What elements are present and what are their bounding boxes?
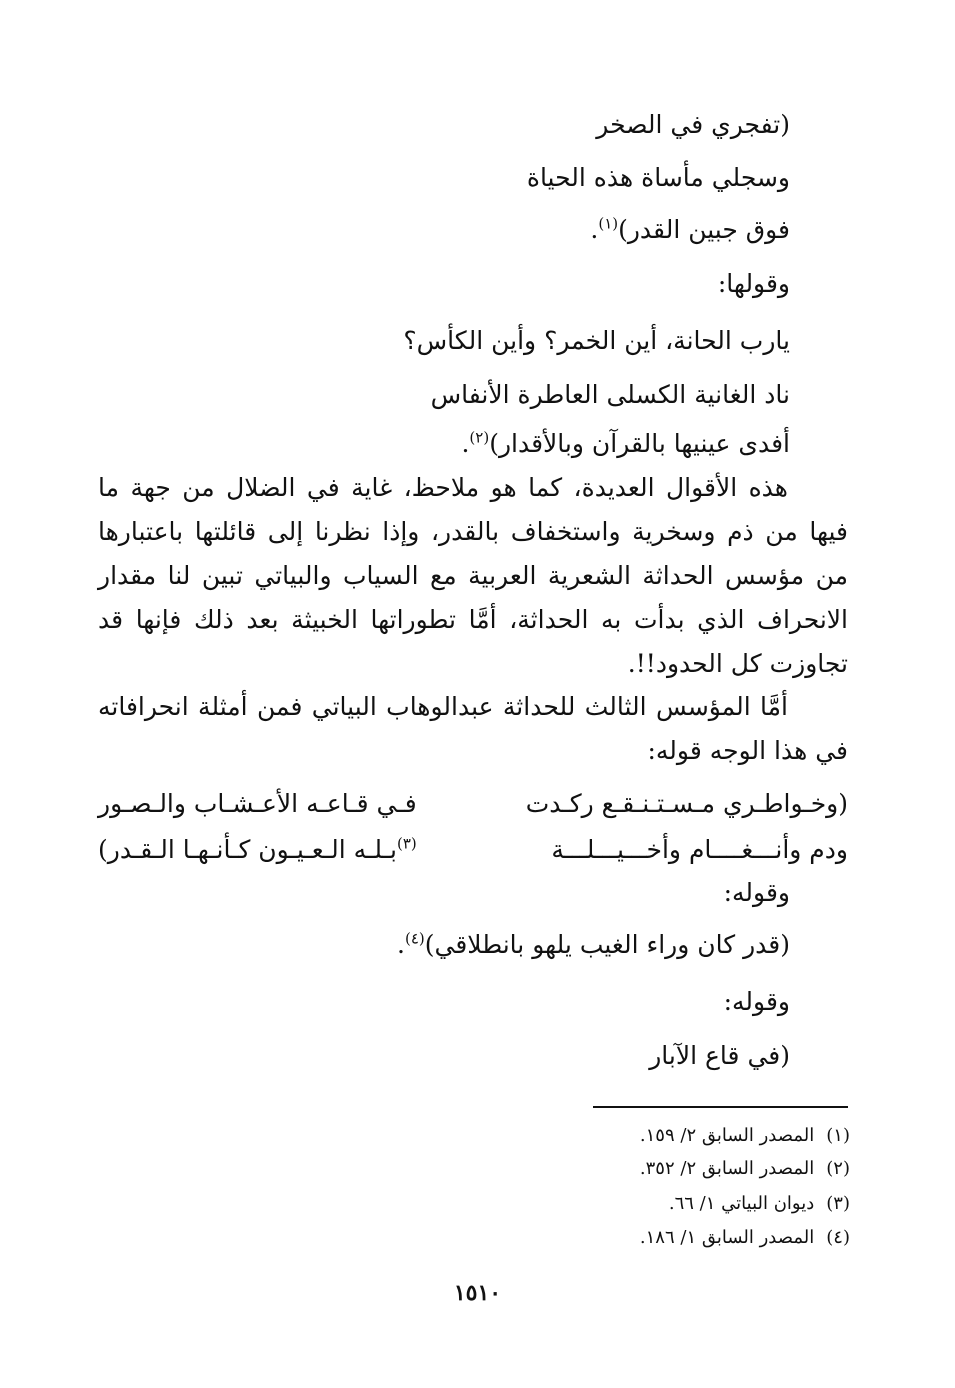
intro-line: وقولها:: [717, 269, 790, 298]
footnote-text: المصدر السابق ١/ ١٨٦.: [639, 1227, 815, 1248]
poem-line: (في قاع الآبار: [649, 1041, 790, 1070]
page-number: ١٥١٠: [453, 1280, 502, 1306]
period: .: [397, 930, 405, 959]
footnote-number: (٢): [826, 1158, 850, 1179]
intro-line: وقوله:: [723, 878, 790, 907]
poem-line-text: أفدى عينيها بالقرآن وبالأقدار): [489, 429, 790, 458]
verse-hemistich-right: (وخـواطـري مـسـتـنـقـع ركـدت: [525, 789, 848, 818]
poem-line: وسجلي مأساة هذه الحياة: [526, 163, 790, 192]
footnote-ref: (٣): [396, 834, 417, 853]
poem-line: ناد الغانية الكسلى العاطرة الأنفاس: [430, 380, 790, 409]
verse-hemistich-left: [98, 828, 417, 872]
footnote: [640, 1155, 850, 1183]
period: .: [590, 215, 599, 244]
paragraph-text: هذه الأقوال العديدة، كما هو ملاحظ، غاية في الضلال من جهة ما فيها من ذم وسخرية واستخفاف بالقدر، وإذا نظرنا إلى قائلتها باعتبارها من مؤسس الحداثة الشعرية العربية مع السياب والبياتي تبين لنا مقدار الانحراف الذي بدأت به الحداثة، أمَّا تطوراتها الخبيثة بعد ذلك فإنها قد تجاوزت كل الحدود!!.: [98, 473, 848, 678]
body-paragraph: [98, 685, 848, 773]
period: .: [461, 429, 470, 458]
poem-line: [590, 210, 790, 250]
poem-line: [397, 925, 790, 965]
footnote-ref: (٢): [469, 428, 490, 447]
footnote-separator: [593, 1106, 848, 1108]
poem-line-text: (قدر كان وراء الغيب يلهو بانطلاقي): [424, 930, 790, 959]
poem-line: يارب الحانة، أين الخمر؟ وأين الكأس؟: [403, 326, 790, 355]
footnote-number: (٤): [826, 1227, 850, 1248]
verse-row: [98, 828, 848, 872]
verse-hemistich-right: ودم وأنـــغــــام وأخـــيـــلـــة: [551, 835, 848, 864]
poem-line-text: فوق جبين القدر): [618, 215, 790, 244]
footnote-ref: (٤): [404, 929, 425, 948]
verse-row: [98, 782, 848, 826]
body-paragraph: [98, 466, 848, 686]
footnote-text: ديوان البياتي ١/ ٦٦.: [668, 1193, 815, 1214]
verse-hemistich-left: فـي قـاعـه الأعـشـاب والـصـور: [98, 789, 417, 818]
poem-line: (تفجري في الصخر: [596, 110, 790, 139]
footnote-number: (١): [826, 1125, 850, 1146]
footnote-text: المصدر السابق ٢/ ١٥٩.: [639, 1125, 815, 1146]
footnote-text: المصدر السابق ٢/ ٣٥٢.: [639, 1158, 815, 1179]
footnote: [640, 1224, 850, 1252]
paragraph-text: أمَّا المؤسس الثالث للحداثة عبدالوهاب البياتي فمن أمثلة انحرافاته في هذا الوجه قوله:: [98, 692, 848, 765]
intro-line: وقوله:: [723, 987, 790, 1016]
poem-line: [461, 424, 790, 464]
footnote: [640, 1122, 850, 1150]
hemistich-text: بـلـه الـعـيـون كـأنـهـا الـقـدر): [98, 835, 397, 864]
footnote-number: (٣): [826, 1193, 850, 1214]
footnote: [669, 1190, 850, 1218]
footnote-ref: (١): [598, 214, 619, 233]
